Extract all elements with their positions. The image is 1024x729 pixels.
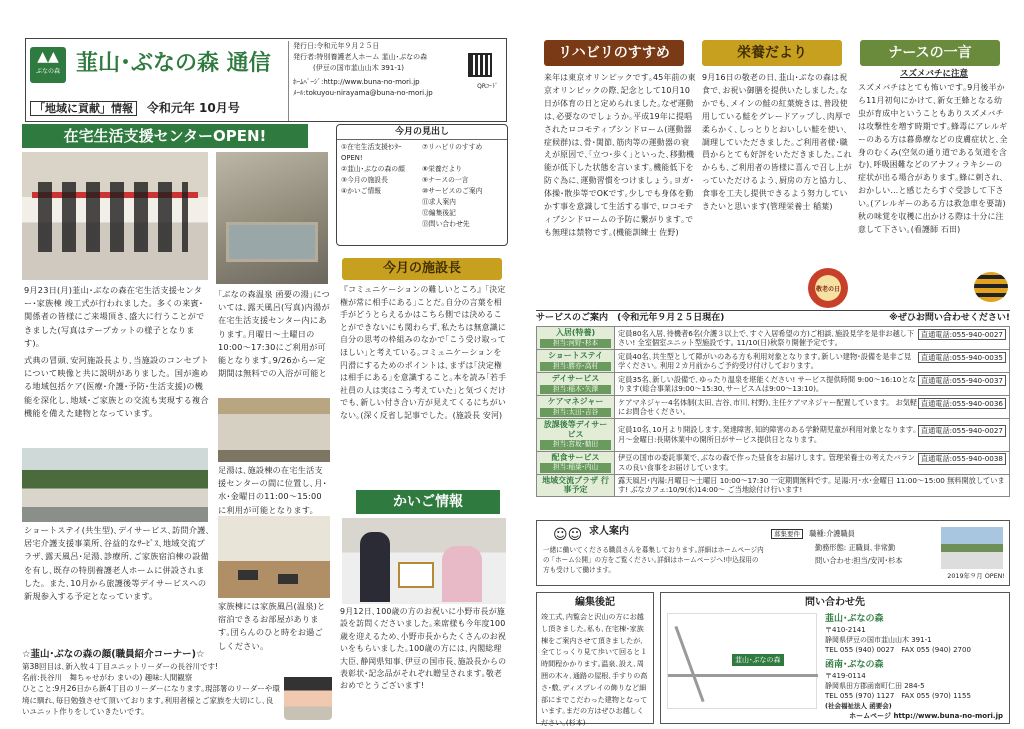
service-name-cell — [537, 350, 615, 373]
service-row — [537, 373, 1010, 396]
contact-headline: 問い合わせ先 — [805, 597, 865, 608]
issue-date: 発行日:令和元年９月２５日 — [293, 42, 380, 50]
kaigo-headline: かいご情報 — [356, 490, 500, 514]
facility-1-tel: TEL 055 (940) 0027 FAX 055 (940) 2700 — [825, 646, 971, 654]
newsletter-title: 韮山･ぶなの森 通信 — [76, 51, 271, 76]
opening-headline: 在宅生活支援センターOPEN! — [22, 124, 308, 148]
editor-box — [536, 592, 654, 728]
rehab-headline: リハビリのすすめ — [544, 40, 684, 66]
service-name-cell — [537, 419, 615, 452]
staff-photo — [284, 666, 332, 720]
service-desc-cell — [615, 419, 1010, 452]
staff-text: 第38回目は､新入牧４丁目ユニットリーダーの長谷川です! 名前:長谷川 舞ちゃせがわ まいの) 趣味:人間観察 ひとこと:9月26日から新4丁目のリーダーになります｡現部署のリーダーや環境に馴れ､毎日勉強させて頂いております｡利用者様とご家族を大切にし､良いユニット作りをしていきたいです。 — [22, 662, 280, 716]
index-item: ⑦リハビリのすすめ — [422, 143, 483, 151]
mail-line: ﾒｰﾙ:tokuyou-nirayama@buna-no-mori.jp — [293, 89, 433, 97]
bath-text: ｢ぶなの森温泉 函要の湯｣については､露天風呂(写真)内湯が在宅生活支援センター内にあります｡月曜日～土曜日の10:00～17:30にご利用が可能となります｡9/26からー定期間は無料での入浴が可能と — [218, 289, 330, 379]
service-contact: 担当:勝亦･高村 — [540, 362, 611, 372]
services-note: ※ぜひお問い合わせください! — [889, 313, 1010, 323]
service-contact: 担当:太田･吉谷 — [540, 408, 611, 418]
recruit-caption: 2019年９月 OPEN! — [947, 572, 1005, 580]
service-phone: 直通電話:055-940-0035 — [918, 352, 1006, 364]
service-name-cell — [537, 327, 615, 350]
service-phone: 直通電話:055-940-0027 — [918, 425, 1006, 437]
recruit-contact: 問い合わせ:担当/安河･杉本 — [815, 556, 903, 565]
recruit-text: 一緒に働いてくださる職員さんを募集しております｡詳細はホームページ内の ｢ホーム公開」の方をご覧ください｡詳細はホームページへ!申込採用の方も受けして働けます。 — [543, 546, 764, 574]
service-name: デイサービス — [551, 374, 600, 383]
service-contact: 担当:稲木･矢澤 — [540, 385, 611, 395]
facility-2-tel: TEL 055 (970) 1127 FAX 055 (970) 1155 — [825, 692, 971, 700]
corp-name: (社会福祉法人 函要会) — [825, 702, 892, 710]
service-row — [537, 396, 1010, 419]
service-row — [537, 474, 1010, 496]
index-item: ⑪求人案内 — [422, 198, 456, 206]
service-desc: 定員10名､10月より開設します｡発達障害､知的障害のある学齢期児童が利用対象となります｡月～金曜日:長期休業中の開所日がサービス提供日となります。 — [618, 425, 917, 444]
qr-code-icon — [468, 53, 492, 77]
service-phone: 直通電話:055-940-0036 — [918, 398, 1006, 410]
services-date: (令和元年９月２５日現在) — [617, 313, 725, 323]
logo-text: ぶなの森 — [35, 68, 60, 75]
keirou-badge — [808, 268, 848, 308]
facility-1 — [825, 613, 1005, 655]
editor-text: 竣工式､内覧会と沢山の方にお越し頂きました｡私も､在宅棟･家族棟をご案内させて頂きましたが､全てじっくり見て歩いて回ると１時間程かかります｡温泉､設え､周囲の木々､通路の屋根､手すりの高さ･敷､ディスプレイの飾りなど細部にまでこだわった建物となっています｡まだの方はぜひお越しください｡(杉本) — [541, 612, 648, 728]
opening-para3: ショートステイ(共生型)､デイサービス､訪問介護､居宅介護支援事業所､谷益的なｻｰﾋﾞｽ､地域交流プラザ､露天風呂･足湯､診療所､ご家族宿泊棟の設備を有し､既存の特別養護老人ホームに併設されました。また､10月から旅護後等デイサービスへの新規参入する予定となっています。 — [24, 525, 210, 602]
service-desc-cell — [615, 396, 1010, 419]
index-item: ⑧栄養だより — [422, 165, 463, 173]
opening-para2: 式典の冒頭､安河施設長より､当施設のコンセプトについて映像と共に説明がありました。国が進める地域包括ケア(医療･介護･予防･生活支援)の機能を深化し､地域･ご家族との交流も実現する複合機能を備えた建物となっています。 — [24, 355, 209, 418]
contact-box — [660, 592, 1010, 724]
recruit-requirements — [771, 527, 931, 581]
service-desc-cell — [615, 327, 1010, 350]
left-page — [22, 32, 510, 720]
services-header — [536, 310, 1010, 324]
recruit-headline: 求人案内 — [589, 526, 629, 537]
masthead — [25, 38, 507, 122]
service-name: ケアマネジャー — [547, 397, 604, 406]
index-item: ⑨ナースの一言 — [422, 176, 469, 184]
editor-headline: 編集後記 — [575, 597, 615, 608]
index-item: ②韮山･ぶなの森の顔 — [341, 165, 405, 173]
service-phone: 直通電話:055-940-0037 — [918, 375, 1006, 387]
index-title: 今月の見出し — [337, 125, 507, 140]
service-desc-cell — [615, 350, 1010, 373]
services-table — [536, 326, 1010, 497]
opening-para1: 9月23日(月)韮山･ぶなの森在宅生活支援センター･家族棟 竣工式が行われました。多くの来賓･関係者の皆様にご来場頂き､盛大に行うことができました(写真はテープカットの様子となります)。 — [24, 285, 205, 348]
right-page — [526, 32, 1012, 728]
hornet-icon — [974, 272, 1008, 302]
service-phone: 直通電話:055-940-0027 — [918, 329, 1006, 341]
service-name-cell — [537, 451, 615, 474]
service-desc: 伊豆の国市の委託事業で､ぶなの森で作った昼食をお届けします｡ 管理栄養士の考えたバランスの良い食事をお届けしています。 — [618, 453, 915, 472]
service-contact: 担当:宮坂･勧田 — [540, 440, 611, 450]
qr-label: QRｺｰﾄﾞ — [477, 83, 498, 90]
index-item: ④かいご情報 — [341, 187, 382, 195]
service-name-cell — [537, 396, 615, 419]
service-name: 地域交流プラザ 行事予定 — [542, 475, 609, 494]
staff-corner — [22, 648, 332, 720]
service-row — [537, 451, 1010, 474]
nutrition-headline: 栄養だより — [702, 40, 842, 66]
service-row — [537, 419, 1010, 452]
logo — [30, 47, 66, 83]
recruit-people-icon: ☺☺ — [553, 527, 583, 543]
family-room-text: 家族棟には家族風呂(温泉)と宿泊できるお部屋があります｡団らんのひと時をお過ごしください。 — [218, 601, 326, 651]
publisher-block — [288, 41, 506, 121]
facility-1-zip: 〒410-2141 — [825, 626, 866, 634]
map-label: 韮山･ぶなの森 — [732, 654, 784, 666]
nurse-subhead: スズメバチに注意 — [900, 69, 968, 79]
services-title: サービスのご案内 — [536, 313, 609, 323]
issue-label: 令和元年 10月号 — [146, 101, 240, 115]
service-name-cell — [537, 474, 615, 496]
index-item: ⑬問い合わせ先 — [422, 220, 470, 228]
kaigo-text: 9月12日､100歳の方のお祝いに小野市長が施設を訪問くださいました｡来席様も今年度100歳を迎えるため､小野市長からたくさんのお祝いをもらいました｡100歳の方には､内閣総理大臣､静岡県知事､伊豆の国市長､施設長からの表彰状･記念品がそれぞれ贈呈されます｡敬老おめでとうございます! — [340, 607, 507, 691]
service-contact: 担当:稲葉･内山 — [540, 463, 611, 473]
homepage-footer: ホームページ http://www.buna-no-mori.jp — [849, 712, 1003, 720]
facility-1-name: 韮山･ぶなの森 — [825, 614, 884, 624]
map — [667, 613, 817, 709]
service-desc: 定員80名入居､待機者6名(介護３以上で､すぐ入居希望の方)ご相談､施設見学を是非お越し下さい! 全室個室ユニット型施設です｡ 11/10(日)秋祭り開催予定です｡ — [618, 328, 915, 347]
service-desc-cell — [615, 474, 1010, 496]
service-name-cell — [537, 373, 615, 396]
publisher-address: (伊豆の国市韮山山木 391-1) — [313, 64, 405, 72]
nurse-text: スズメバチはとても怖いです｡9月後半から11月初旬にかけて､新女王蜂となる幼虫が育成中ということもありスズメバチは攻撃性を増す時期です｡蜂毒にアレルギーのある方は暮鼻療などの皮膚症状と､全身のむくみ(空気の通り道である気道を含む)､呼吸困難などのアナフィラキシーの症状が出る場合があります｡蜂に刺され､おかしい…と感じたらすぐ受診して下さい｡(アレルギーのある方は救急車を要請)秋の味覚を収穫に出かける際は十分に注意して下さい｡(看護師 石田) — [858, 83, 1008, 234]
service-desc: 定員40名､共生型として障がいのある方も利用対象となります｡新しい建物･設備を是非ご見学ください｡ 利用２カ月前からご予約受け付けしております｡ — [618, 351, 912, 370]
director-text: 『コミュニケーションの難しいところ』｢決定権が常に相手にある｣ことだ｡自分の言葉を相手がどうとらえるかはこちら側では決めることができないにも関わらず､私たちは無意識に自分の思考の枠組みのなかで｢こう受け取ってほしい｣と考えている｡コミュニケーションを円滑にするためのポイントは､まずは｢決定権は相手にある｣を意識すること｡本を読み｢若手社員の人は実はこう考えていた｣と気づくだけでも､新しい付き合い方が見えてくるにちがいない｡(深く反省し記事でした。(施設長 安河) — [340, 285, 507, 420]
service-row — [537, 350, 1010, 373]
index-item: ①在宅生活支援ｾﾝﾀｰOPEN! — [341, 143, 402, 162]
director-headline: 今月の施設長 — [342, 258, 502, 280]
service-desc-cell — [615, 373, 1010, 396]
index-list — [337, 140, 507, 232]
building-photo — [22, 448, 208, 522]
keirou-badge-text: 敬老の日 — [815, 285, 840, 293]
facility-2 — [825, 659, 1005, 701]
nutrition-text: 9月16日の敬老の日､韮山･ぶなの森は祝食で､お祝い御膳を提供いたしました｡なかでも､メインの鮭の紅葉焼きは､普段使用している鮭をグレードアップし､肉厚で柔らかく､しっとりとおいしい鮭を使い､調理していただきました｡ご利用者様･職員からとても好評をいただきました｡これからも､ご利用者の皆様に喜んで召し上がっていただけるよう､厨房の方と協力し､食事を工夫し提供できるよう努力していきたいと思います(管理栄養士 稲葉) — [702, 73, 852, 212]
index-item: ③今月の施設長 — [341, 176, 388, 184]
homepage-line: ﾎｰﾑﾍﾟｰｼﾞ:http://www.buna-no-mori.jp — [293, 78, 420, 86]
index-box — [336, 124, 508, 246]
service-phone: 直通電話:055-940-0038 — [918, 453, 1006, 465]
service-desc: 定員35名､新しい設備で､ゆったり温泉を堪能ください! サービス提供時間 9:00～16:10となります(総合事業は9:00～15:30､サービスＡは9:00～13:10)｡ — [618, 374, 916, 393]
bath-interior-photo — [216, 152, 328, 284]
centenarian-photo — [342, 518, 506, 604]
index-item: ⑩サービスのご案内 — [422, 187, 483, 195]
family-room-photo — [218, 516, 330, 598]
recruit-job: 職種:介護職員 — [809, 529, 855, 538]
facility-2-address: 静岡県田方郡函南町仁田 284-5 — [825, 682, 925, 690]
facility-1-address: 静岡県伊豆の国市韮山山木 391-1 — [825, 636, 932, 644]
index-item: ⑫編集後記 — [422, 209, 456, 217]
service-row — [537, 327, 1010, 350]
facility-2-zip: 〒419-0114 — [825, 672, 866, 680]
publisher: 発行者:特別養護老人ホーム 韮山･ぶなの森 — [293, 53, 428, 61]
rehab-text: 来年は東京オリンピックです｡45年前の東京オリンピックの際､記念として10月10日が体育の日と定められました｡なぜ運動は､必要なのでしょうか｡平成19年に提唱されたロコモティブシンドローム(運動器症候群)は､骨･関節､筋肉等の運動器の衰えが原因で､｢立つ･歩く｣といった､移動機能が低下した状態を言います｡機能低下を防ぐ為に､運動習慣をつけましょう｡ヨガ･体操･散歩等でOKです｡少しでも身体を動かす事を意識して生活する事で､ロコモティブシンドロームの予防に繋がります｡でも無理は禁物です｡(機能訓練士 佐野) — [544, 73, 696, 237]
topic-text: 「地域に貢献」情報 — [30, 101, 137, 116]
facility-2-name: 函南･ぶなの森 — [825, 660, 884, 670]
service-desc: 露天風呂･内湯:月曜日～土曜日 10:00～17:30 一定期間無料です｡ 足湯:月･水･金曜日 11:00～15:00 無料開放しています! ぶなカフェ:10/9(水)14:00～ ご当地絵付け行います! — [618, 475, 1005, 494]
recruit-box — [536, 520, 1010, 586]
service-desc: ケアマネジャー4名体制(太田､吉谷､市川､村野)､主任ケアマネジャー配置しています。 お気軽にお問合せください。 — [618, 397, 918, 416]
foot-bath-photo — [218, 382, 330, 462]
service-name: 放課後等デイサービス — [543, 420, 608, 439]
service-name: 入居(特養) — [555, 328, 596, 337]
foot-bath-text: 足湯は､施設棟の在宅生活支援センターの間に位置し､月･水･金曜日の11:00～15:00に利用が可能となります。 — [218, 465, 327, 515]
topic-label — [30, 97, 240, 120]
tree-icon: ▲▲ — [37, 49, 59, 65]
nurse-headline: ナースの一言 — [860, 40, 1000, 66]
recruit-box-label: 募集要件 — [771, 529, 803, 539]
recruit-building-photo — [941, 527, 1003, 569]
staff-headline: ☆韮山･ぶなの森の顔(職員紹介コーナー)☆ — [22, 649, 205, 660]
ribbon-cutting-photo — [22, 152, 208, 280]
recruit-form: 勤務形態: 正職員､非常勤 — [815, 543, 896, 552]
service-name: 配食サービス — [551, 452, 600, 462]
service-contact: 担当:河野･杉本 — [540, 339, 611, 349]
service-name: ショートステイ — [547, 351, 604, 360]
service-desc-cell — [615, 451, 1010, 474]
